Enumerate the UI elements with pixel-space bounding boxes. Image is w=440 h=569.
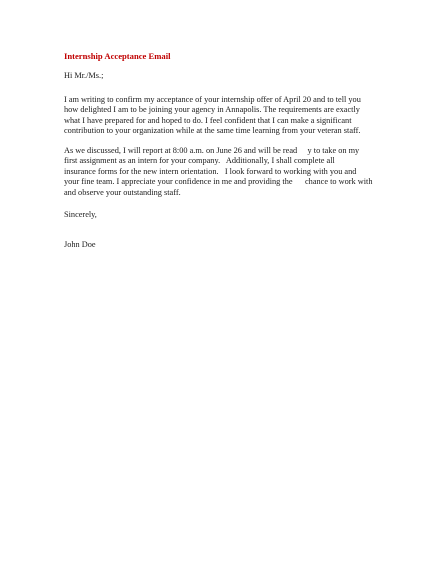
paragraph-2-line: and observe your outstanding staff. — [64, 188, 181, 197]
paragraph-1-line: I am writing to confirm my acceptance of your internship offer of April 20 and to tell you — [64, 95, 361, 104]
signature-name: John Doe — [64, 240, 96, 249]
document-title: Internship Acceptance Email — [64, 51, 171, 61]
paragraph-2-line: first assignment as an intern for your company. Additionally, I shall complete all — [64, 156, 335, 165]
paragraph-2-line: your fine team. I appreciate your confidence in me and providing the chance to work with — [64, 177, 373, 186]
closing: Sincerely, — [64, 210, 97, 219]
paragraph-1-line: how delighted I am to be joining your agency in Annapolis. The requirements are exactly — [64, 105, 360, 114]
paragraph-2-line: As we discussed, I will report at 8:00 a.m. on June 26 and will be read y to take on my — [64, 146, 360, 155]
paragraph-2-line: insurance forms for the new intern orientation. I look forward to working with you and — [64, 167, 357, 176]
paragraph-1-line: what I have prepared for and hoped to do. I feel confident that I can make a significant — [64, 116, 352, 125]
salutation: Hi Mr./Ms.; — [64, 71, 104, 80]
paragraph-1-line: contribution to your organization while at the same time learning from your veteran staff. — [64, 126, 361, 135]
